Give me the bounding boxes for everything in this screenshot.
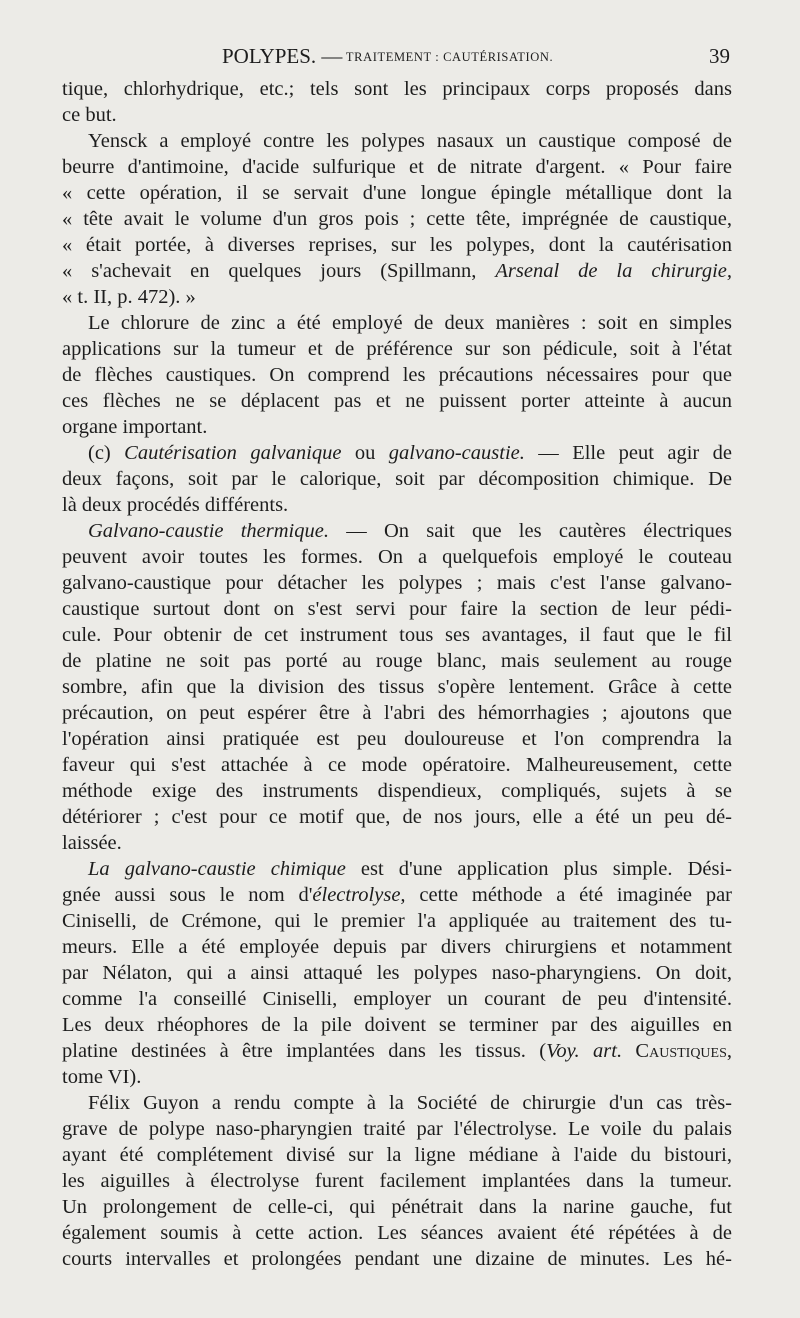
text-run: (c)	[88, 442, 125, 464]
text-line	[62, 856, 732, 882]
text-run-italic: Voy. art.	[546, 1040, 623, 1062]
text-line	[62, 206, 732, 232]
text-run: faveur qui s'est attachée à ce mode opératoire. Malheureusement, cette	[62, 754, 732, 776]
text-line	[62, 180, 732, 206]
text-line	[62, 154, 732, 180]
text-run: ces flèches ne se déplacent pas et ne puissent porter atteinte à aucun	[62, 390, 732, 412]
text-run: « t. II, p. 472). »	[62, 286, 196, 308]
text-line	[62, 960, 732, 986]
text-line	[62, 648, 732, 674]
text-line	[62, 1064, 732, 1090]
text-line	[62, 726, 732, 752]
text-run: ce but.	[62, 104, 117, 126]
text-run: Les deux rhéophores de la pile doivent se terminer par des aiguilles en	[62, 1014, 732, 1036]
text-run-italic: La galvano-caustie chimique	[88, 858, 346, 880]
text-run: — On sait que les cautères électriques	[328, 520, 732, 542]
text-line	[62, 128, 732, 154]
text-run: platine destinées à être implantées dans les tissus. (	[62, 1040, 547, 1062]
text-run: grave de polype naso-pharyngien traité par l'électrolyse. Le voile du palais	[62, 1118, 732, 1140]
text-line	[62, 388, 732, 414]
text-line	[62, 622, 732, 648]
running-title-sub: TRAITEMENT : CAUTÉRISATION.	[342, 50, 554, 64]
text-run-italic: Arsenal de la chirurgie,	[495, 260, 732, 282]
text-line	[62, 934, 732, 960]
text-run: Yensck a employé contre les polypes nasaux un caustique composé de	[88, 130, 732, 152]
text-run: caustique surtout dont on s'est servi pour faire la section de leur pédi-	[62, 598, 732, 620]
text-line	[62, 1116, 732, 1142]
text-line	[62, 830, 732, 856]
text-run: ou	[341, 442, 389, 464]
text-line	[62, 1220, 732, 1246]
text-run: cette méthode a été imaginée par	[405, 884, 733, 906]
text-run: cule. Pour obtenir de cet instrument tous ses avantages, il faut que le fil	[62, 624, 732, 646]
text-run: sombre, afin que la division des tissus s'opère lentement. Grâce à cette	[62, 676, 732, 698]
page-number: 39	[709, 44, 730, 68]
text-line	[62, 700, 732, 726]
text-run: là deux procédés différents.	[62, 494, 289, 516]
text-run: organe important.	[62, 416, 208, 438]
text-run: ayant été complétement divisé sur la ligne médiane à l'aide du bistouri,	[62, 1144, 732, 1166]
text-run: Un prolongement de celle-ci, qui pénétrait dans la narine gauche, fut	[62, 1196, 732, 1218]
text-run: « cette opération, il se servait d'une longue épingle métallique dont la	[62, 182, 732, 204]
text-run: « s'achevait en quelques jours (Spillmann,	[62, 260, 496, 282]
text-line	[62, 414, 732, 440]
text-run: précaution, on peut espérer être à l'abri des hémorrhagies ; ajoutons que	[62, 702, 732, 724]
text-run: tome VI).	[62, 1066, 142, 1088]
body-text	[62, 76, 732, 1272]
text-run: « tête avait le volume d'un gros pois ; cette tête, imprégnée de caustique,	[62, 208, 732, 230]
text-run: également soumis à cette action. Les séances avaient été répétées à de	[62, 1222, 732, 1244]
text-line	[62, 1168, 732, 1194]
text-line	[62, 258, 732, 284]
running-head	[62, 42, 732, 70]
text-line	[62, 284, 732, 310]
text-line	[62, 518, 732, 544]
text-line	[62, 1246, 732, 1272]
text-run-italic: Cautérisation galvanique	[124, 442, 342, 464]
text-run: applications sur la tumeur et de préférence sur son pédicule, soit à l'état	[62, 338, 732, 360]
text-line	[62, 752, 732, 778]
text-line	[62, 986, 732, 1012]
text-line	[62, 440, 732, 466]
text-run: Félix Guyon a rendu compte à la Société de chirurgie d'un cas très-	[88, 1092, 732, 1114]
text-run: peuvent avoir toutes les formes. On a quelquefois employé le couteau	[62, 546, 732, 568]
running-title	[222, 42, 553, 71]
text-run-italic: électrolyse,	[312, 884, 406, 906]
text-line	[62, 1194, 732, 1220]
text-line	[62, 804, 732, 830]
text-run-italic: galvano-caustie.	[388, 442, 525, 464]
text-run: méthode exige des instruments dispendieux, compliqués, sujets à se	[62, 780, 732, 802]
text-line	[62, 1142, 732, 1168]
text-line	[62, 1012, 732, 1038]
running-title-main: POLYPES. —	[222, 44, 343, 68]
text-run-small-caps: Caustiques,	[635, 1040, 732, 1062]
text-line	[62, 908, 732, 934]
text-line	[62, 778, 732, 804]
text-run-italic: Galvano-caustie thermique.	[88, 520, 329, 542]
text-run: gnée aussi sous le nom d'	[62, 884, 313, 906]
text-run: de platine ne soit pas porté au rouge blanc, mais seulement au rouge	[62, 650, 732, 672]
text-line	[62, 466, 732, 492]
text-run: Le chlorure de zinc a été employé de deux manières : soit en simples	[88, 312, 732, 334]
text-run: les aiguilles à électrolyse furent facilement implantées dans la tumeur.	[62, 1170, 732, 1192]
text-run: laissée.	[62, 832, 122, 854]
text-line	[62, 102, 732, 128]
text-line	[62, 1038, 732, 1064]
text-run: par Nélaton, qui a ainsi attaqué les polypes naso-pharyngiens. On doit,	[62, 962, 732, 984]
text-line	[62, 492, 732, 518]
text-line	[62, 76, 732, 102]
text-run: l'opération ainsi pratiquée est peu douloureuse et l'on comprendra la	[62, 728, 732, 750]
text-run: deux façons, soit par le calorique, soit par décomposition chimique. De	[62, 468, 732, 490]
text-line	[62, 570, 732, 596]
text-run: beurre d'antimoine, d'acide sulfurique et de nitrate d'argent. « Pour faire	[62, 156, 732, 178]
text-run: galvano-caustique pour détacher les polypes ; mais c'est l'anse galvano-	[62, 572, 732, 594]
text-line	[62, 232, 732, 258]
text-run: Ciniselli, de Crémone, qui le premier l'a appliquée au traitement des tu-	[62, 910, 732, 932]
text-run: courts intervalles et prolongées pendant une dizaine de minutes. Les hé-	[62, 1248, 732, 1270]
text-line	[62, 544, 732, 570]
text-run: tique, chlorhydrique, etc.; tels sont les principaux corps proposés dans	[62, 78, 732, 100]
text-line	[62, 596, 732, 622]
text-line	[62, 1090, 732, 1116]
text-run: — Elle peut agir de	[524, 442, 732, 464]
text-run: est d'une application plus simple. Dési-	[345, 858, 732, 880]
text-run	[622, 1040, 635, 1062]
text-run: de flèches caustiques. On comprend les précautions nécessaires pour que	[62, 364, 732, 386]
text-run: comme l'a conseillé Ciniselli, employer un courant de peu d'intensité.	[62, 988, 732, 1010]
text-run: détériorer ; c'est pour ce motif que, de nos jours, elle a été un peu dé-	[62, 806, 732, 828]
text-run: meurs. Elle a été employée depuis par divers chirurgiens et notamment	[62, 936, 732, 958]
text-line	[62, 362, 732, 388]
text-run: « était portée, à diverses reprises, sur les polypes, dont la cautérisation	[62, 234, 732, 256]
text-line	[62, 882, 732, 908]
text-line	[62, 674, 732, 700]
text-line	[62, 336, 732, 362]
text-line	[62, 310, 732, 336]
